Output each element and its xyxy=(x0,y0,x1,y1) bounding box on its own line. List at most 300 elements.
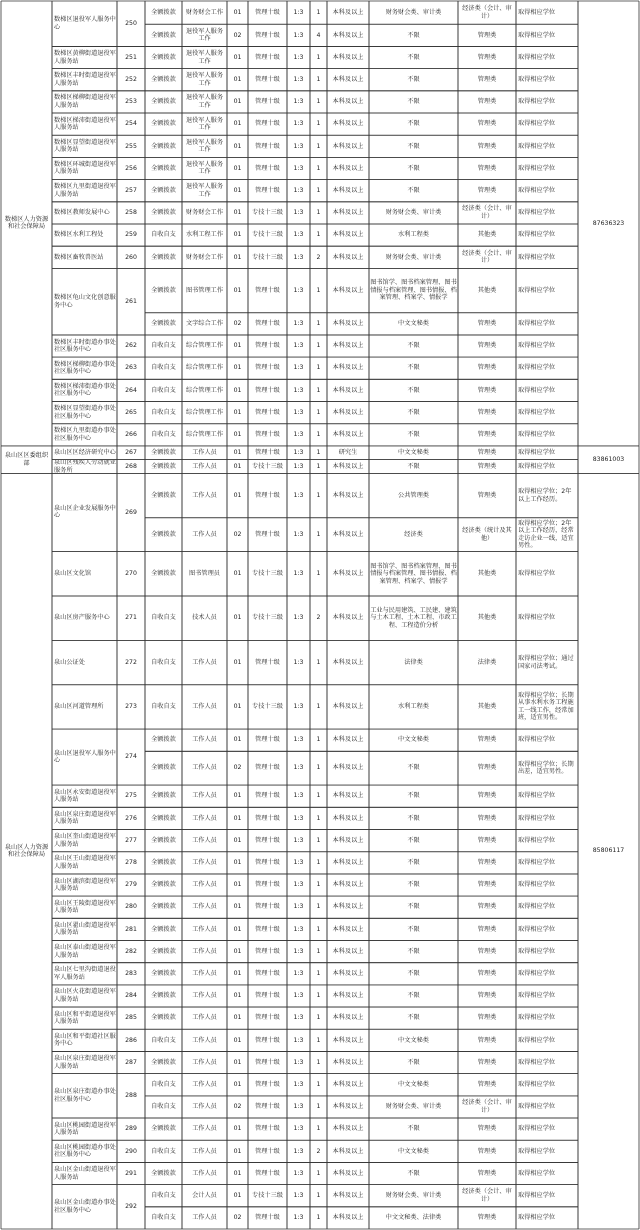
major: 经济类 xyxy=(404,530,423,538)
funding-type: 全额拨款 xyxy=(151,736,176,744)
post-name: 工作人员 xyxy=(192,462,217,470)
post-level: 管理十级 xyxy=(255,1125,280,1133)
exam-category: 管理类 xyxy=(477,491,497,499)
major: 不限 xyxy=(407,120,420,128)
post-code: 01 xyxy=(233,736,242,744)
exam-ratio: 1:3 xyxy=(293,431,304,439)
education: 本科及以上 xyxy=(332,462,364,470)
post-name: 退役军人服务工作 xyxy=(185,50,224,65)
unit-name: 泉山区房产服务中心 xyxy=(54,614,110,622)
exam-category: 管理类 xyxy=(477,1014,497,1022)
major: 公共管理类 xyxy=(398,491,429,499)
unit-name: 泉山区湖滨街道退役军人服务站 xyxy=(54,877,116,892)
post-level: 管理十级 xyxy=(255,1080,280,1088)
post-level: 管理十级 xyxy=(255,764,280,772)
major: 图书馆学、图书档案管理、图书情报与档案管理、图书情报、档案管理、档案学、情报学 xyxy=(370,279,457,302)
major: 不限 xyxy=(407,431,420,439)
other-requirements: 取得相应学位 xyxy=(518,98,556,106)
exam-category: 管理类 xyxy=(477,992,497,1000)
post-number: 269 xyxy=(125,508,137,516)
unit-name: 泉山区王山街道退役军人服务站 xyxy=(54,855,116,870)
other-requirements: 取得相应学位 xyxy=(518,31,556,39)
post-level: 管理十级 xyxy=(255,1036,280,1044)
post-level: 管理十级 xyxy=(255,530,280,538)
education: 本科及以上 xyxy=(332,286,364,294)
post-code: 01 xyxy=(233,925,242,933)
exam-category: 管理类 xyxy=(477,386,497,394)
post-code: 01 xyxy=(233,342,242,350)
post-number: 275 xyxy=(125,792,137,800)
education: 本科及以上 xyxy=(332,1036,364,1044)
exam-category: 管理类 xyxy=(477,1058,497,1066)
exam-category: 其他类 xyxy=(477,614,497,622)
hire-count: 1 xyxy=(316,364,321,372)
unit-name: 数梯区黄柳街道退役军人服务站 xyxy=(54,50,116,65)
unit-name: 泉山区翟山街道退役军人服务站 xyxy=(54,921,116,937)
post-number: 273 xyxy=(125,703,137,711)
post-name: 工作人员 xyxy=(192,491,217,499)
education: 本科及以上 xyxy=(332,1058,364,1066)
post-number: 278 xyxy=(125,859,137,867)
education: 本科及以上 xyxy=(332,142,364,150)
major: 财务财会类、审计类 xyxy=(385,8,442,16)
post-number: 255 xyxy=(125,142,137,150)
hire-count: 1 xyxy=(316,342,321,350)
post-level: 管理十级 xyxy=(255,1058,280,1066)
major: 不限 xyxy=(407,1169,420,1177)
post-number: 258 xyxy=(125,209,137,217)
hire-count: 1 xyxy=(316,1191,321,1199)
funding-type: 全额拨款 xyxy=(151,1058,176,1066)
other-requirements: 取得相应学位 xyxy=(518,75,556,83)
exam-category: 管理类 xyxy=(477,164,497,172)
education: 研究生 xyxy=(338,449,358,457)
unit-name: 泉山区金山街道办事处社区服务中心 xyxy=(54,1199,116,1214)
post-name: 工作人员 xyxy=(192,1080,217,1088)
exam-ratio: 1:3 xyxy=(293,1014,304,1022)
post-name: 图书管理工作 xyxy=(185,286,224,294)
exam-ratio: 1:3 xyxy=(293,1103,304,1111)
funding-type: 全额拨款 xyxy=(151,186,176,194)
funding-type: 全额拨款 xyxy=(151,792,176,800)
hire-count: 1 xyxy=(316,462,321,470)
post-number: 264 xyxy=(125,386,137,394)
post-number: 276 xyxy=(125,814,137,822)
funding-type: 全额拨款 xyxy=(151,925,176,933)
education: 本科及以上 xyxy=(332,1214,364,1222)
post-name: 综合管理工作 xyxy=(185,342,224,350)
post-name: 退役军人服务工作 xyxy=(185,116,224,132)
major: 不限 xyxy=(407,1058,420,1066)
funding-type: 全额拨款 xyxy=(151,53,176,61)
funding-type: 自收自支 xyxy=(151,342,176,350)
post-code: 01 xyxy=(233,992,242,1000)
funding-type: 自收自支 xyxy=(151,386,176,394)
exam-category: 管理类 xyxy=(477,462,497,470)
hire-count: 1 xyxy=(316,320,321,328)
exam-ratio: 1:3 xyxy=(293,120,304,128)
post-level: 专技十三级 xyxy=(252,231,283,239)
education: 本科及以上 xyxy=(332,253,364,261)
major: 财务财会类、审计类 xyxy=(385,209,442,217)
exam-category: 管理类 xyxy=(477,53,497,61)
post-level: 管理十级 xyxy=(255,120,280,128)
post-level: 专技十三级 xyxy=(252,253,283,261)
post-name: 财务财会工作 xyxy=(185,253,224,261)
post-name: 退役军人服务工作 xyxy=(185,138,224,154)
post-level: 管理十级 xyxy=(255,836,280,844)
hire-count: 2 xyxy=(316,1147,321,1155)
post-name: 工作人员 xyxy=(192,859,217,867)
exam-category: 管理类 xyxy=(477,814,497,822)
post-number: 286 xyxy=(125,1036,137,1044)
funding-type: 全额拨款 xyxy=(151,970,176,978)
other-requirements: 取得相应学位；长期从事水利水务工程施工一线工作，经常加班，适宜男性。 xyxy=(518,691,574,722)
post-name: 工作人员 xyxy=(192,703,217,711)
education: 本科及以上 xyxy=(332,992,364,1000)
hire-count: 1 xyxy=(316,75,321,83)
exam-ratio: 1:3 xyxy=(293,253,304,261)
other-requirements: 取得相应学位 xyxy=(518,209,556,217)
post-name: 工作人员 xyxy=(192,881,217,889)
hire-count: 1 xyxy=(316,836,321,844)
funding-type: 全额拨款 xyxy=(151,1169,176,1177)
post-code: 01 xyxy=(233,462,242,470)
major: 不限 xyxy=(407,764,420,772)
hire-count: 1 xyxy=(316,1080,321,1088)
post-number: 266 xyxy=(125,431,137,439)
exam-category: 管理类 xyxy=(477,120,497,128)
post-code: 01 xyxy=(233,1014,242,1022)
education: 本科及以上 xyxy=(332,764,364,772)
unit-name: 泉山区金山街道退役军人服务站 xyxy=(54,1166,116,1181)
other-requirements: 取得相应学位 xyxy=(518,253,556,261)
major: 不限 xyxy=(407,992,420,1000)
funding-type: 全额拨款 xyxy=(151,462,176,470)
unit-name: 数梯区九里街道办事处社区服务中心 xyxy=(54,427,116,442)
contact-phone: 85806117 xyxy=(592,847,625,855)
education: 本科及以上 xyxy=(332,814,364,822)
exam-category: 其他类 xyxy=(477,703,497,711)
post-code: 01 xyxy=(233,8,242,16)
funding-type: 自收自支 xyxy=(151,408,176,416)
funding-type: 全额拨款 xyxy=(151,764,176,772)
funding-type: 自收自支 xyxy=(151,1103,176,1111)
post-code: 01 xyxy=(233,386,242,394)
post-level: 管理十级 xyxy=(255,1103,280,1111)
post-code: 01 xyxy=(233,431,242,439)
post-number: 259 xyxy=(125,231,137,239)
unit-name: 数梯区退役军人服务中心 xyxy=(54,16,116,31)
funding-type: 全额拨款 xyxy=(151,530,176,538)
major: 不限 xyxy=(407,970,420,978)
unit-name: 数梯区梯柳街道办事处社区服务中心 xyxy=(54,360,116,376)
exam-category: 管理类 xyxy=(477,431,497,439)
funding-type: 全额拨款 xyxy=(151,98,176,106)
post-level: 管理十级 xyxy=(255,364,280,372)
other-requirements: 取得相应学位 xyxy=(518,342,556,350)
major: 不限 xyxy=(407,1125,420,1133)
hire-count: 1 xyxy=(316,1014,321,1022)
hire-count: 1 xyxy=(316,736,321,744)
funding-type: 全额拨款 xyxy=(151,31,176,39)
post-level: 管理十级 xyxy=(255,859,280,867)
post-code: 01 xyxy=(233,859,242,867)
exam-ratio: 1:3 xyxy=(293,8,304,16)
post-code: 01 xyxy=(233,1058,242,1066)
exam-category: 经济类（会计、审计） xyxy=(462,205,512,220)
other-requirements: 取得相应学位 xyxy=(518,1058,556,1066)
funding-type: 自收自支 xyxy=(151,614,176,622)
funding-type: 自收自支 xyxy=(151,1147,176,1155)
other-requirements: 取得相应学位 xyxy=(518,970,556,978)
unit-name: 泉山区和平街道社区服务中心 xyxy=(54,1032,116,1048)
post-name: 工作人员 xyxy=(192,530,217,538)
hire-count: 1 xyxy=(316,658,321,666)
hire-count: 1 xyxy=(316,209,321,217)
hire-count: 1 xyxy=(316,859,321,867)
post-number: 254 xyxy=(125,120,137,128)
exam-ratio: 1:3 xyxy=(293,386,304,394)
other-requirements: 取得相应学位 xyxy=(518,1147,556,1155)
exam-category: 管理类 xyxy=(477,836,497,844)
education: 本科及以上 xyxy=(332,53,364,61)
other-requirements: 取得相应学位 xyxy=(518,992,556,1000)
post-level: 专技十三级 xyxy=(252,462,283,470)
unit-name: 泉山区文化馆 xyxy=(54,570,92,578)
post-code: 01 xyxy=(233,1036,242,1044)
post-level: 管理十级 xyxy=(255,8,280,16)
funding-type: 全额拨款 xyxy=(151,1014,176,1022)
post-name: 退役军人服务工作 xyxy=(185,94,224,109)
post-name: 工作人员 xyxy=(192,814,217,822)
post-code: 01 xyxy=(233,570,242,578)
post-level: 管理十级 xyxy=(255,75,280,83)
post-code: 01 xyxy=(233,98,242,106)
post-number: 291 xyxy=(125,1169,137,1177)
post-level: 管理十级 xyxy=(255,736,280,744)
major: 法律类 xyxy=(404,658,423,666)
exam-category: 管理类 xyxy=(477,970,497,978)
post-number: 261 xyxy=(125,297,137,305)
education: 本科及以上 xyxy=(332,186,364,194)
post-name: 工作人员 xyxy=(192,1214,217,1222)
post-name: 图书管理员 xyxy=(189,570,220,578)
major: 不限 xyxy=(407,1014,420,1022)
other-requirements: 取得相应学位 xyxy=(518,1191,556,1199)
funding-type: 全额拨款 xyxy=(151,142,176,150)
post-level: 管理十级 xyxy=(255,925,280,933)
post-number: 253 xyxy=(125,98,137,106)
education: 本科及以上 xyxy=(332,431,364,439)
exam-ratio: 1:3 xyxy=(293,1036,304,1044)
unit-name: 泉山公证处 xyxy=(54,658,85,666)
hire-count: 1 xyxy=(316,764,321,772)
exam-ratio: 1:3 xyxy=(293,75,304,83)
post-name: 工作人员 xyxy=(192,449,217,457)
post-number: 281 xyxy=(125,925,137,933)
hire-count: 1 xyxy=(316,1125,321,1133)
major: 水利工程类 xyxy=(398,231,429,239)
other-requirements: 取得相应学位 xyxy=(518,1014,556,1022)
unit-name: 泉山区泉庄街道办事处社区服务中心 xyxy=(54,1088,116,1103)
hire-count: 1 xyxy=(316,992,321,1000)
education: 本科及以上 xyxy=(332,31,364,39)
post-name: 综合管理工作 xyxy=(185,431,224,439)
exam-ratio: 1:3 xyxy=(293,1058,304,1066)
post-name: 工作人员 xyxy=(192,1147,217,1155)
post-level: 管理十级 xyxy=(255,1147,280,1155)
post-number: 288 xyxy=(125,1092,137,1100)
other-requirements: 取得相应学位 xyxy=(518,570,556,578)
education: 本科及以上 xyxy=(332,1191,364,1199)
post-number: 268 xyxy=(125,462,137,470)
funding-type: 自收自支 xyxy=(151,703,176,711)
funding-type: 全额拨款 xyxy=(151,570,176,578)
major: 不限 xyxy=(407,408,420,416)
post-code: 01 xyxy=(233,286,242,294)
unit-name: 数梯区丰时街道退役军人服务站 xyxy=(54,72,116,87)
education: 本科及以上 xyxy=(332,364,364,372)
education: 本科及以上 xyxy=(332,792,364,800)
post-level: 管理十级 xyxy=(255,814,280,822)
post-level: 管理十级 xyxy=(255,31,280,39)
post-code: 02 xyxy=(233,764,242,772)
post-number: 262 xyxy=(125,342,137,350)
post-code: 01 xyxy=(233,1125,242,1133)
hire-count: 1 xyxy=(316,1036,321,1044)
funding-type: 自收自支 xyxy=(151,1080,176,1088)
exam-category: 法律类 xyxy=(477,658,497,666)
other-requirements: 取得相应学位 xyxy=(518,925,556,933)
funding-type: 全额拨款 xyxy=(151,320,176,328)
major: 财务财会类、审计类 xyxy=(385,253,442,261)
funding-type: 全额拨款 xyxy=(151,8,176,16)
education: 本科及以上 xyxy=(332,614,364,622)
hire-count: 1 xyxy=(316,120,321,128)
exam-category: 管理类 xyxy=(477,186,497,194)
major: 不限 xyxy=(407,342,420,350)
post-name: 工作人员 xyxy=(192,792,217,800)
major: 财务财会类、审计类 xyxy=(385,1103,442,1111)
exam-ratio: 1:3 xyxy=(293,462,304,470)
hire-count: 1 xyxy=(316,491,321,499)
unit-name: 泉山区和平街道退役军人服务站 xyxy=(54,1010,116,1026)
funding-type: 自收自支 xyxy=(151,1036,176,1044)
other-requirements: 取得相应学位 xyxy=(518,881,556,889)
unit-name: 数梯区水利工程处 xyxy=(54,231,104,239)
other-requirements: 取得相应学位 xyxy=(518,1125,556,1133)
post-name: 工作人员 xyxy=(192,736,217,744)
post-code: 01 xyxy=(233,209,242,217)
post-number: 252 xyxy=(125,75,137,83)
other-requirements: 取得相应学位 xyxy=(518,320,556,328)
unit-name: 泉山区退役军人服务中心 xyxy=(54,749,116,765)
unit-name: 泉山区桃园街道办事处社区服务中心 xyxy=(54,1143,116,1159)
post-level: 管理十级 xyxy=(255,286,280,294)
post-code: 01 xyxy=(233,120,242,128)
unit-name: 泉山区奎山街道退役军人服务站 xyxy=(54,833,116,848)
post-level: 管理十级 xyxy=(255,186,280,194)
unit-name: 泉山区七里沟街道退役军人服务站 xyxy=(54,966,116,981)
exam-category: 管理类 xyxy=(477,1147,497,1155)
other-requirements: 取得相应学位 xyxy=(518,386,556,394)
exam-ratio: 1:3 xyxy=(293,736,304,744)
post-level: 管理十级 xyxy=(255,881,280,889)
major: 不限 xyxy=(407,142,420,150)
unit-name: 数梯区教师发展中心 xyxy=(54,209,110,217)
hire-count: 1 xyxy=(316,1214,321,1222)
post-code: 02 xyxy=(233,530,242,538)
post-name: 工作人员 xyxy=(192,764,217,772)
education: 本科及以上 xyxy=(332,658,364,666)
contact-phone: 87636323 xyxy=(592,219,625,227)
other-requirements: 取得相应学位 xyxy=(518,408,556,416)
funding-type: 全额拨款 xyxy=(151,449,176,457)
major: 中文文秘类 xyxy=(398,1147,429,1155)
hire-count: 2 xyxy=(316,253,321,261)
post-name: 综合管理工作 xyxy=(185,364,224,372)
hire-count: 4 xyxy=(316,31,321,39)
major: 不限 xyxy=(407,925,420,933)
other-requirements: 取得相应学位 xyxy=(518,286,556,294)
post-code: 02 xyxy=(233,1214,242,1222)
other-requirements: 取得相应学位 xyxy=(518,8,556,16)
other-requirements: 取得相应学位 xyxy=(518,364,556,372)
other-requirements: 取得相应学位 xyxy=(518,947,556,955)
exam-ratio: 1:3 xyxy=(293,342,304,350)
exam-category: 其他类 xyxy=(477,286,497,294)
post-name: 综合管理工作 xyxy=(185,408,224,416)
post-code: 01 xyxy=(233,1147,242,1155)
hire-count: 1 xyxy=(316,947,321,955)
post-code: 01 xyxy=(233,1169,242,1177)
education: 本科及以上 xyxy=(332,491,364,499)
education: 本科及以上 xyxy=(332,231,364,239)
exam-ratio: 1:3 xyxy=(293,570,304,578)
hire-count: 1 xyxy=(316,570,321,578)
major: 不限 xyxy=(407,31,420,39)
unit-name: 数梯区梯沛街道办事处社区服务中心 xyxy=(54,382,116,398)
exam-ratio: 1:3 xyxy=(293,231,304,239)
department-name: 泉山区人力资源和社会保障局 xyxy=(4,843,49,859)
education: 本科及以上 xyxy=(332,342,364,350)
post-number: 289 xyxy=(125,1125,137,1133)
post-name: 文字综合工作 xyxy=(185,320,224,328)
post-level: 管理十级 xyxy=(255,992,280,1000)
hire-count: 1 xyxy=(316,286,321,294)
exam-ratio: 1:3 xyxy=(293,186,304,194)
post-code: 01 xyxy=(233,253,242,261)
exam-ratio: 1:3 xyxy=(293,792,304,800)
major: 中文文秘类 xyxy=(398,736,429,744)
exam-ratio: 1:3 xyxy=(293,658,304,666)
unit-name: 数梯区显望街道办事处社区服务中心 xyxy=(54,405,116,420)
education: 本科及以上 xyxy=(332,320,364,328)
education: 本科及以上 xyxy=(332,530,364,538)
exam-category: 经济类（会计、审计） xyxy=(462,1099,512,1114)
exam-category: 管理类 xyxy=(477,881,497,889)
unit-name: 泉山区泉庄街道退役军人服务站 xyxy=(54,1055,116,1070)
major: 不限 xyxy=(407,164,420,172)
hire-count: 1 xyxy=(316,431,321,439)
exam-category: 管理类 xyxy=(477,364,497,372)
hire-count: 1 xyxy=(316,98,321,106)
post-code: 01 xyxy=(233,75,242,83)
post-level: 管理十级 xyxy=(255,1214,280,1222)
major: 中文文秘类 xyxy=(398,1080,429,1088)
post-name: 工作人员 xyxy=(192,1036,217,1044)
